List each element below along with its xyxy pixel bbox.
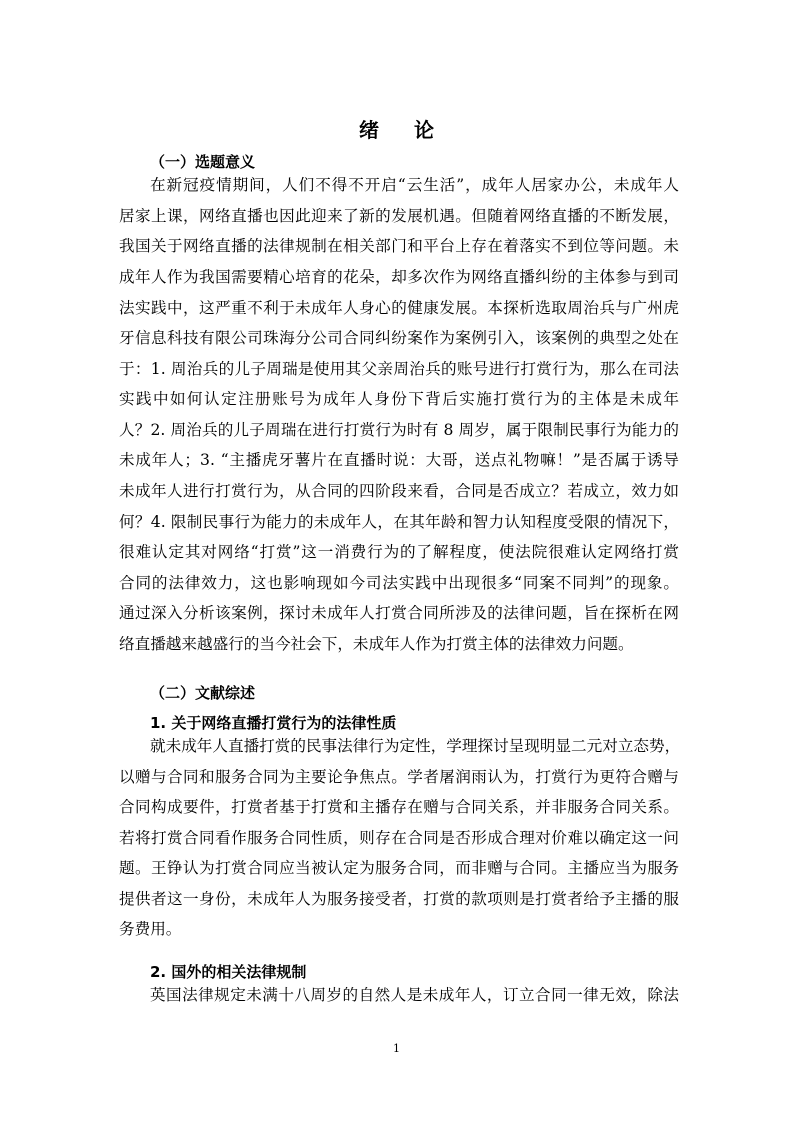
paragraph-line: 合同的法律效力，这也影响现如今司法实践中出现很多“同案不同判”的现象。 <box>119 574 679 592</box>
paragraph-line: 合同构成要件，打赏者基于打赏和主播存在赠与合同关系，并非服务合同关系。 <box>119 798 679 816</box>
paragraph-line: 我国关于网络直播的法律规制在相关部门和平台上存在着落实不到位等问题。未 <box>119 237 679 255</box>
paragraph-line: 实践中如何认定注册账号为成年人身份下背后实施打赏行为的主体是未成年 <box>119 390 679 408</box>
paragraph-line: 提供者这一身份，未成年人为服务接受者，打赏的款项则是打赏者给予主播的服 <box>119 890 679 908</box>
paragraph-line: 就未成年人直播打赏的民事法律行为定性，学理探讨呈现明显二元对立态势， <box>150 737 681 755</box>
subsection-heading-foreign-regulation: 2. 国外的相关法律规制 <box>150 963 307 981</box>
paragraph-line: 未成年人；3. “主播虎牙薯片在直播时说：大哥，送点礼物嘛！”是否属于诱导 <box>119 451 679 469</box>
paragraph-line: 很难认定其对网络“打赏”这一消费行为的了解程度，使法院很难认定网络打赏 <box>119 543 679 561</box>
paragraph-line: 题。王铮认为打赏合同应当被认定为服务合同，而非赠与合同。主播应当为服务 <box>119 859 679 877</box>
paragraph-line: 未成年人进行打赏行为，从合同的四阶段来看，合同是否成立？若成立，效力如 <box>119 482 679 500</box>
paragraph-line: 英国法律规定未满十八周岁的自然人是未成年人，订立合同一律无效，除法 <box>150 986 679 1004</box>
paragraph-line: 何？4. 限制民事行为能力的未成年人，在其年龄和智力认知程度受限的情况下， <box>119 513 679 531</box>
paragraph-line: 以赠与合同和服务合同为主要论争焦点。学者屠润雨认为，打赏行为更符合赠与 <box>119 768 679 786</box>
paragraph-line: 通过深入分析该案例，探讨未成年人打赏合同所涉及的法律问题，旨在探析在网 <box>119 604 679 622</box>
section-heading-topic-significance: （一）选题意义 <box>150 153 256 171</box>
section-heading-literature-review: （二）文献综述 <box>150 684 256 702</box>
paragraph-line: 法实践中，这严重不利于未成年人身心的健康发展。本探析选取周治兵与广州虎 <box>119 299 679 317</box>
paragraph-line: 若将打赏合同看作服务合同性质，则存在合同是否形成合理对价难以确定这一问 <box>119 829 679 847</box>
page-title: 绪 论 <box>359 118 448 142</box>
paragraph-line: 在新冠疫情期间，人们不得不开启“云生活”，成年人居家办公，未成年人 <box>150 176 679 194</box>
paragraph-line: 牙信息科技有限公司珠海分公司合同纠纷案作为案例引入，该案例的典型之处在 <box>119 329 679 347</box>
paragraph-line: 于：1. 周治兵的儿子周瑞是使用其父亲周治兵的账号进行打赏行为，那么在司法 <box>119 360 679 378</box>
paragraph-line: 居家上课，网络直播也因此迎来了新的发展机遇。但随着网络直播的不断发展， <box>119 207 679 225</box>
paragraph-line: 人？2. 周治兵的儿子周瑞在进行打赏行为时有 8 周岁，属于限制民事行为能力的 <box>119 421 679 439</box>
paragraph-line: 成年人作为我国需要精心培育的花朵，却多次作为网络直播纠纷的主体参与到司 <box>119 268 679 286</box>
paragraph-line: 络直播越来越盛行的当今社会下，未成年人作为打赏主体的法律效力问题。 <box>119 635 634 653</box>
subsection-heading-legal-nature: 1. 关于网络直播打赏行为的法律性质 <box>150 714 397 732</box>
page-number: 1 <box>393 1042 400 1055</box>
paragraph-line: 务费用。 <box>119 920 182 938</box>
